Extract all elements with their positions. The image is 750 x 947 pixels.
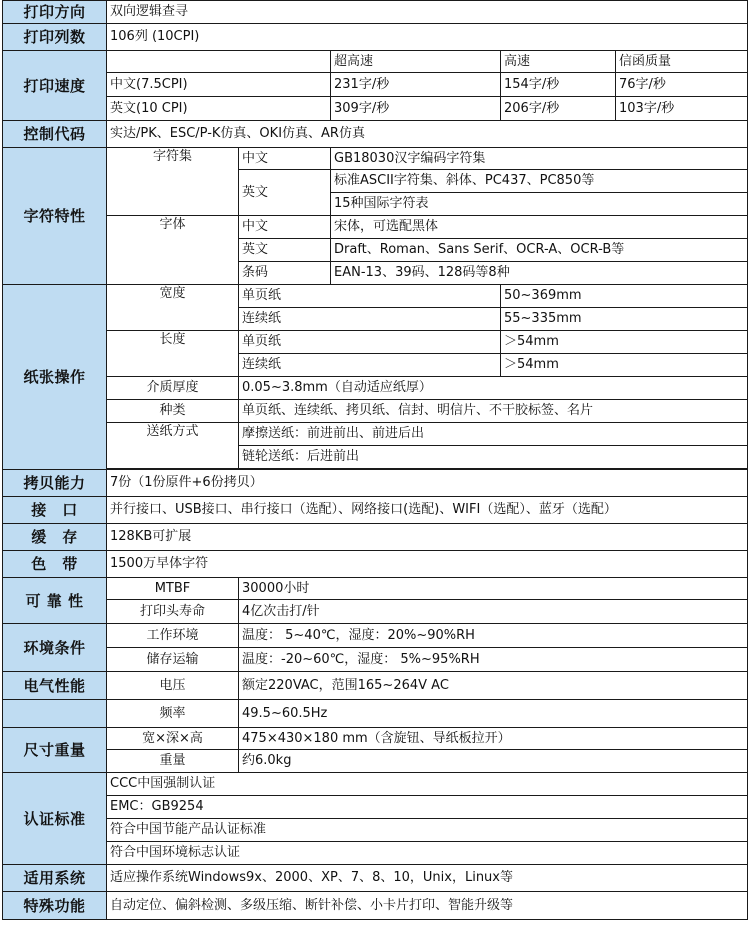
row-print-speed-header [3,51,748,73]
paper-types-value: 单页纸、连续纸、拷贝纸、信封、明信片、不干胶标签、名片 [239,400,748,423]
font-row-name: 英文 [239,239,331,262]
control-code-label: 控制代码 [3,121,107,148]
environment-row-name: 工作环境 [107,624,239,648]
row-electrical-voltage [3,672,748,700]
font-row-name: 条码 [239,262,331,285]
row-copy [3,470,748,497]
paper-length-label: 长度 [107,331,239,377]
ribbon-label: 色 带 [3,551,107,578]
print-direction-label: 打印方向 [3,1,107,24]
paper-feed-value: 摩擦送纸：前进前出、前进后出 [239,423,748,446]
charset-chinese-value: GB18030汉字编码字符集 [331,148,748,170]
row-charset-chinese [3,148,748,170]
row-environment-storage [3,648,748,672]
paper-length-row-value: ＞54mm [501,331,748,354]
row-reliability-head-life [3,600,748,624]
row-cert-3 [3,819,748,842]
row-speed-chinese [3,73,748,97]
reliability-row-value: 30000小时 [239,578,748,600]
speed-header-letter: 信函质量 [616,51,748,73]
row-systems [3,865,748,892]
special-label: 特殊功能 [3,892,107,920]
row-cert-2 [3,796,748,819]
speed-value: 103字/秒 [616,97,748,121]
char-features-label: 字符特性 [3,148,107,285]
size-weight-row-value: 475×430×180 mm（含旋钮、导纸板拉开） [239,728,748,750]
spec-table [2,0,748,920]
row-interface [3,497,748,524]
paper-feed-value: 链轮送纸：后进前出 [239,446,748,469]
environment-label: 环境条件 [3,624,107,672]
copy-label: 拷贝能力 [3,470,107,497]
paper-types-label: 种类 [107,400,239,423]
font-row-value: Draft、Roman、Sans Serif、OCR-A、OCR-B等 [331,239,748,262]
print-speed-label: 打印速度 [3,51,107,121]
print-columns-value: 106列 (10CPI) [107,24,748,51]
size-weight-row-value: 约6.0kg [239,750,748,773]
row-print-direction [3,1,748,24]
print-speed-corner [107,51,331,73]
print-columns-label: 打印列数 [3,24,107,51]
electrical-row-value: 额定220VAC，范围165~264V AC [239,672,748,700]
font-label: 字体 [107,216,239,285]
paper-thickness-value: 0.05~3.8mm（自动适应纸厚） [239,377,748,400]
speed-value: 231字/秒 [331,73,501,97]
row-paper-types [3,400,748,423]
row-environment-work [3,624,748,648]
control-code-value: 实达/PK、ESC/P-K仿真、OKI仿真、AR仿真 [107,121,748,148]
row-speed-english [3,97,748,121]
row-buffer [3,524,748,551]
charset-label: 字符集 [107,148,239,216]
reliability-row-value: 4亿次击打/针 [239,600,748,624]
row-weight [3,750,748,773]
environment-row-value: 温度： 5~40℃，湿度：20%~90%RH [239,624,748,648]
reliability-row-name: MTBF [107,578,239,600]
row-size [3,728,748,750]
charset-english-value: 标准ASCII字符集、斜体、PC437、PC850等 [331,170,748,193]
font-row-name: 中文 [239,216,331,239]
row-reliability-mtbf [3,578,748,600]
paper-length-row-name: 连续纸 [239,354,501,377]
systems-value: 适应操作系统Windows9x、2000、XP、7、8、10，Unix，Linux等 [107,865,748,892]
paper-width-row-name: 连续纸 [239,308,501,331]
row-electrical-frequency [3,700,748,728]
electrical-row-name: 电压 [107,672,239,700]
paper-feed-label: 送纸方式 [107,423,239,469]
size-weight-row-name: 宽×深×高 [107,728,239,750]
certification-value: 符合中国节能产品认证标准 [107,819,748,842]
special-value: 自动定位、偏斜检测、多级压缩、断针补偿、小卡片打印、智能升级等 [107,892,748,920]
row-font-chinese [3,216,748,239]
font-row-value: 宋体，可选配黑体 [331,216,748,239]
copy-value: 7份（1份原件+6份拷贝） [107,470,748,497]
paper-width-label: 宽度 [107,285,239,331]
paper-length-row-name: 单页纸 [239,331,501,354]
speed-value: 154字/秒 [501,73,616,97]
speed-value: 309字/秒 [331,97,501,121]
ribbon-value: 1500万早体字符 [107,551,748,578]
reliability-row-name: 打印头寿命 [107,600,239,624]
charset-english-value: 15种国际字符表 [331,193,748,216]
speed-header-ultra: 超高速 [331,51,501,73]
electrical-label-blank [3,700,107,728]
row-cert-1 [3,773,748,796]
paper-thickness-label: 介质厚度 [107,377,239,400]
font-row-value: EAN-13、39码、128码等8种 [331,262,748,285]
paper-width-row-name: 单页纸 [239,285,501,308]
speed-header-high: 高速 [501,51,616,73]
certification-label: 认证标准 [3,773,107,865]
paper-label: 纸张操作 [3,285,107,470]
speed-row-name: 中文(7.5CPI) [107,73,331,97]
environment-row-name: 储存运输 [107,648,239,672]
row-ribbon [3,551,748,578]
certification-value: EMC：GB9254 [107,796,748,819]
paper-width-row-value: 50~369mm [501,285,748,308]
size-weight-row-name: 重量 [107,750,239,773]
speed-row-name: 英文(10 CPI) [107,97,331,121]
buffer-value: 128KB可扩展 [107,524,748,551]
systems-label: 适用系统 [3,865,107,892]
charset-chinese-label: 中文 [239,148,331,170]
interface-value: 并行接口、USB接口、串行接口（选配）、网络接口(选配)、WIFI（选配）、蓝牙（选配） [107,497,748,524]
environment-row-value: 温度：-20~60℃，湿度： 5%~95%RH [239,648,748,672]
certification-value: CCC中国强制认证 [107,773,748,796]
row-control-code [3,121,748,148]
paper-length-row-value: ＞54mm [501,354,748,377]
electrical-row-value: 49.5~60.5Hz [239,700,748,728]
row-paper-width-single [3,285,748,308]
print-direction-value: 双向逻辑查寻 [107,1,748,24]
row-cert-4 [3,842,748,865]
row-paper-length-single [3,331,748,354]
electrical-label: 电气性能 [3,672,107,700]
row-paper-feed-1 [3,423,748,446]
charset-english-label: 英文 [239,170,331,216]
size-weight-label: 尺寸重量 [3,728,107,773]
buffer-label: 缓 存 [3,524,107,551]
speed-value: 206字/秒 [501,97,616,121]
paper-width-row-value: 55~335mm [501,308,748,331]
certification-value: 符合中国环境标志认证 [107,842,748,865]
electrical-row-name: 频率 [107,700,239,728]
row-print-columns [3,24,748,51]
interface-label: 接 口 [3,497,107,524]
row-paper-thickness [3,377,748,400]
row-special [3,892,748,920]
reliability-label: 可 靠 性 [3,578,107,624]
speed-value: 76字/秒 [616,73,748,97]
